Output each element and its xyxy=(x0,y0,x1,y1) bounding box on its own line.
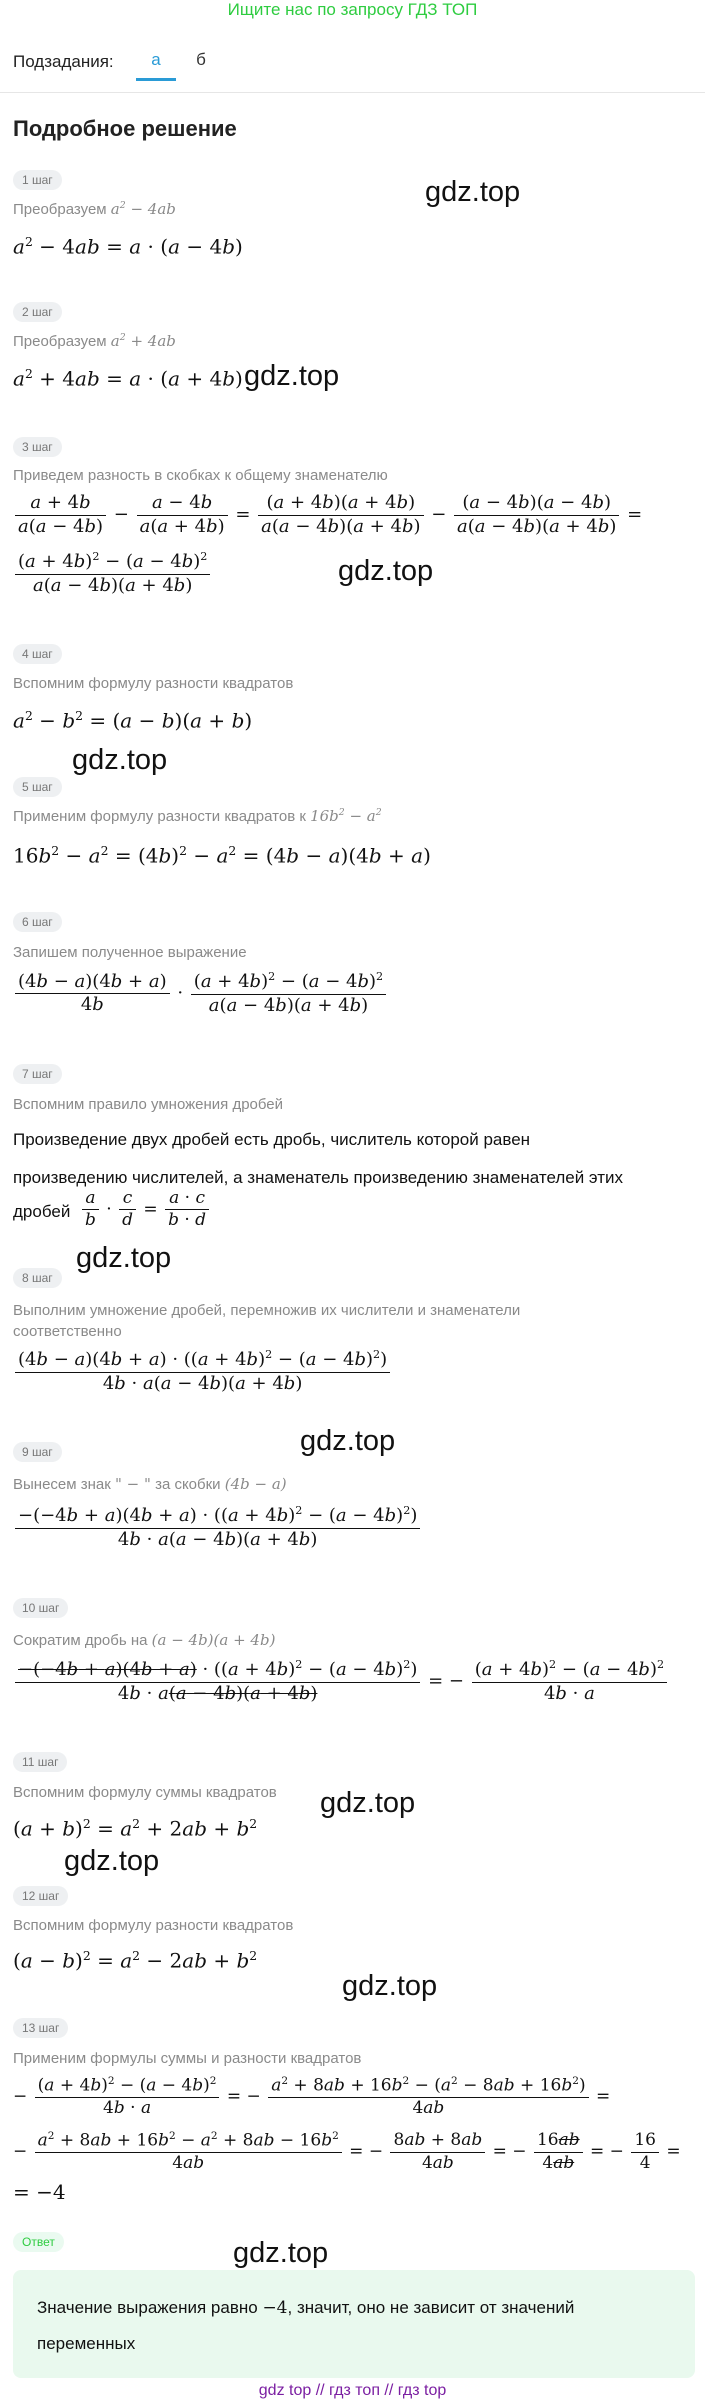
step-badge: 2 шаг xyxy=(13,302,62,322)
step-desc: Вспомним правило умножения дробей xyxy=(13,1096,284,1113)
watermark: gdz.top xyxy=(338,555,434,587)
step-badge: 12 шаг xyxy=(13,1886,68,1906)
step-badge: 3 шаг xyxy=(13,437,62,457)
step-result: = −4 xyxy=(13,2180,66,2204)
step-desc: Сократим дробь на (a − 4b)(a + 4b) xyxy=(13,1631,276,1649)
tab-a[interactable]: а xyxy=(136,50,176,81)
watermark: gdz.top xyxy=(244,360,340,392)
step-formula-cont: − $\frac{a^2 + 8ab + 16b^2 - a^2 + 8ab - 16b^2}{4ab}$ = − $\frac{8ab + 8ab}{4ab}$ = − $\frac{16ab}{4ab}$ = − $\frac{16}{4}$ = xyxy=(13,2130,681,2173)
step-desc: Запишем полученное выражение xyxy=(13,944,247,961)
watermark: gdz.top xyxy=(76,1242,172,1274)
rule-line: произведению числителей, а знаменатель произведению знаменателей этих xyxy=(13,1168,624,1187)
answer-box xyxy=(13,2270,695,2378)
watermark: gdz.top xyxy=(300,1425,396,1457)
step-desc: Вспомним формулу суммы квадратов xyxy=(13,1784,277,1801)
step-formula-cont: $\frac{(a + 4b)^2 - (a - 4b)^2}{a(a - 4b)(a + 4b)}$ xyxy=(13,550,212,597)
step-badge: 6 шаг xyxy=(13,912,62,932)
footer-links[interactable]: gdz top // гдз топ // гдз top xyxy=(258,2382,447,2399)
page-title: Подробное решение xyxy=(13,116,237,141)
search-hint-link[interactable]: Ищите нас по запросу ГДЗ ТОП xyxy=(227,0,478,19)
tab-b[interactable]: б xyxy=(196,50,206,69)
step-formula: $a^2 - b^2 = (a - b)(a + b)$ xyxy=(13,708,253,733)
step-formula: $\frac{-(-4b + a)(4b + a) \cdot ((a + 4b)^2 - (a - 4b)^2)}{4b \cdot a(a - 4b)(a + 4b)}$ = − $\frac{(a + 4b)^2 - (a - 4b)^2}{4b \cdot a}$ xyxy=(13,1658,669,1705)
step-formula: $a^2 - 4ab = a \cdot (a - 4b)$ xyxy=(13,234,243,259)
answer-line: Значение выражения равно −4, значит, оно не зависит от значений xyxy=(37,2298,575,2318)
step-desc: Выполним умножение дробей, перемножив их числители и знаменатели xyxy=(13,1302,521,1319)
step-desc: Применим формулы суммы и разности квадратов xyxy=(13,2050,362,2067)
step-badge: 9 шаг xyxy=(13,1442,62,1462)
step-badge: 4 шаг xyxy=(13,644,62,664)
answer-badge: Ответ xyxy=(13,2232,64,2252)
step-badge: 11 шаг xyxy=(13,1752,67,1772)
step-formula: $(a + b)^2 = a^2 + 2ab + b^2$ xyxy=(13,1816,258,1841)
step-badge: 7 шаг xyxy=(13,1064,62,1084)
subtasks-label: Подзадания: xyxy=(13,52,114,71)
step-desc-cont: соответственно xyxy=(13,1323,122,1340)
step-desc: Вспомним формулу разности квадратов xyxy=(13,1917,294,1934)
step-badge: 8 шаг xyxy=(13,1268,62,1288)
step-formula: $\frac{-(-4b + a)(4b + a) \cdot ((a + 4b)^2 - (a - 4b)^2)}{4b \cdot a(a - 4b)(a + 4b)}$ xyxy=(13,1504,422,1551)
step-formula: $a^2 + 4ab = a \cdot (a + 4b)$ xyxy=(13,366,243,391)
watermark: gdz.top xyxy=(64,1845,160,1877)
watermark: gdz.top xyxy=(342,1970,438,2002)
rule-line: Произведение двух дробей есть дробь, числитель которой равен xyxy=(13,1130,531,1149)
step-formula: $\frac{a}{b}$ · $\frac{c}{d}$ = $\frac{a \cdot c}{b \cdot d}$ xyxy=(80,1188,211,1232)
step-formula: $16b^2 - a^2 = (4b)^2 - a^2 = (4b - a)(4b + a)$ xyxy=(13,843,431,868)
watermark: gdz.top xyxy=(320,1787,416,1819)
step-badge: 13 шаг xyxy=(13,2018,68,2038)
step-formula: − $\frac{(a + 4b)^2 - (a - 4b)^2}{4b \cdot a}$ = − $\frac{a^2 + 8ab + 16b^2 - (a^2 - 8ab + 16b^2)}{4ab}$ = xyxy=(13,2075,611,2118)
step-desc: Преобразуем $a^2 - 4ab$ xyxy=(13,200,176,218)
step-desc: Вспомним формулу разности квадратов xyxy=(13,675,294,692)
step-formula: $\frac{(4b - a)(4b + a)}{4b}$ · $\frac{(a + 4b)^2 - (a - 4b)^2}{a(a - 4b)(a + 4b)}$ xyxy=(13,970,388,1017)
step-formula: $\frac{a + 4b}{a(a - 4b)}$ − $\frac{a - 4b}{a(a + 4b)}$ = $\frac{(a + 4b)(a + 4b)}{a(a - 4b)(a + 4b)}$ − $\frac{(a - 4b)(a - 4b)}{a(a - 4b)(a + 4b)}$ = xyxy=(13,492,642,538)
step-badge: 5 шаг xyxy=(13,777,62,797)
tabs-divider xyxy=(0,92,705,93)
rule-line: дробей xyxy=(13,1202,71,1221)
step-desc: Преобразуем $a^2 + 4ab$ xyxy=(13,332,176,350)
watermark: gdz.top xyxy=(425,176,521,208)
step-desc: Приведем разность в скобках к общему знаменателю xyxy=(13,467,388,484)
step-formula: $\frac{(4b - a)(4b + a) \cdot ((a + 4b)^2 - (a - 4b)^2)}{4b \cdot a(a - 4b)(a + 4b)}$ xyxy=(13,1348,392,1395)
answer-line-2: переменных xyxy=(37,2334,136,2353)
watermark: gdz.top xyxy=(233,2237,329,2269)
step-formula: $(a - b)^2 = a^2 - 2ab + b^2$ xyxy=(13,1948,258,1973)
watermark: gdz.top xyxy=(72,744,168,776)
step-badge: 1 шаг xyxy=(13,170,62,190)
step-desc: Применим формулу разности квадратов к $16b^2 - a^2$ xyxy=(13,807,382,825)
step-badge: 10 шаг xyxy=(13,1598,68,1618)
step-desc: Вынесем знак " − " за скобки (4b − a) xyxy=(13,1475,287,1493)
